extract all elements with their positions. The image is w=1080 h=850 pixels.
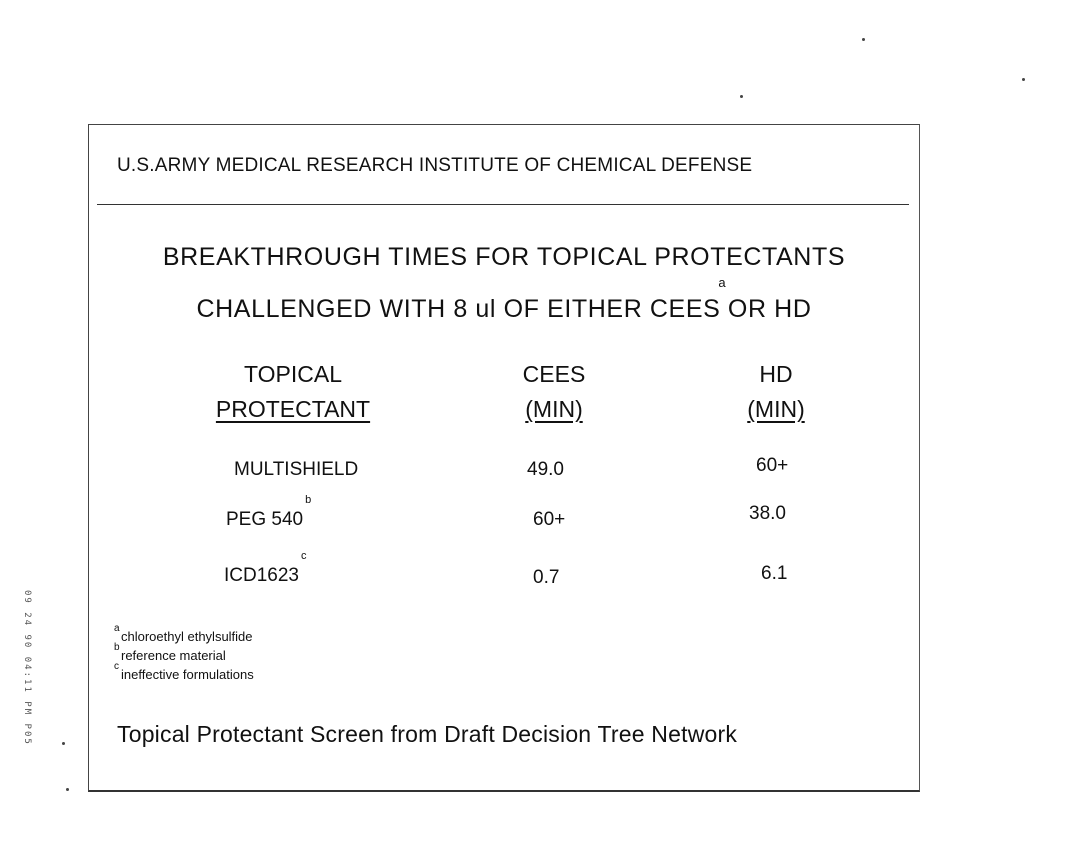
column-header-cees-line2: (MIN): [525, 396, 583, 422]
table-row-1-protectant: MULTISHIELD: [234, 459, 359, 480]
column-header-cees: [499, 361, 609, 423]
footnote-b-letter: b: [114, 642, 120, 653]
footnote-b-text: reference material: [121, 648, 226, 663]
slide-frame: [88, 124, 920, 792]
column-header-hd: [726, 361, 826, 423]
institute-heading: U.S.ARMY MEDICAL RESEARCH INSTITUTE OF CHEMICAL DEFENSE: [117, 155, 753, 176]
footnote-a-letter: a: [114, 623, 120, 634]
scan-speck: [62, 742, 65, 745]
scan-speck: [66, 788, 69, 791]
column-header-protectant-line2: PROTECTANT: [215, 396, 371, 422]
footnote-b: [114, 642, 226, 663]
footnote-c: [114, 661, 254, 682]
table-row-3-protectant-name: ICD1623: [224, 565, 299, 586]
scan-speck: [862, 38, 865, 41]
slide-title-line-2: CHALLENGED WITH 8 ul OF EITHER CEESa OR HD: [196, 275, 812, 323]
table-row-3-cees: 0.7: [533, 567, 560, 588]
footnote-a-text: chloroethyl ethylsulfide: [121, 629, 253, 644]
scan-speck: [740, 95, 743, 98]
table-row-2-protectant: PEG 540b: [226, 494, 312, 530]
table-row-2-cees: 60+: [533, 509, 566, 530]
footnote-c-text: ineffective formulations: [121, 667, 254, 682]
table-row-3-hd: 6.1: [761, 563, 788, 584]
table-row-3-protectant: ICD1623c: [224, 550, 307, 586]
slide-title-line-2-text: CHALLENGED WITH 8 ul OF EITHER CEES: [196, 295, 721, 323]
column-header-hd-line2: (MIN): [747, 396, 805, 422]
table-row-1-cees: 49.0: [527, 459, 564, 480]
column-header-hd-line1: HD: [759, 361, 793, 387]
footnote-c-letter: c: [114, 661, 119, 672]
column-header-protectant-line1: TOPICAL: [244, 361, 342, 387]
column-header-protectant: [183, 361, 403, 423]
slide-caption: Topical Protectant Screen from Draft Decision Tree Network: [117, 721, 738, 747]
fax-timestamp: 09 24 90 04:11 PM P05: [22, 590, 32, 746]
scan-speck: [1022, 78, 1025, 81]
footnote-a: [114, 623, 253, 644]
column-header-cees-line1: CEES: [522, 361, 586, 387]
table-row-2-hd: 38.0: [749, 503, 786, 524]
slide-title-line-2-tail: OR HD: [720, 295, 812, 323]
table-row-1-hd: 60+: [756, 455, 789, 476]
slide-title-line-1: BREAKTHROUGH TIMES FOR TOPICAL PROTECTANTS: [162, 243, 846, 271]
header-divider: [97, 204, 909, 205]
table-row-2-protectant-name: PEG 540: [226, 509, 304, 530]
